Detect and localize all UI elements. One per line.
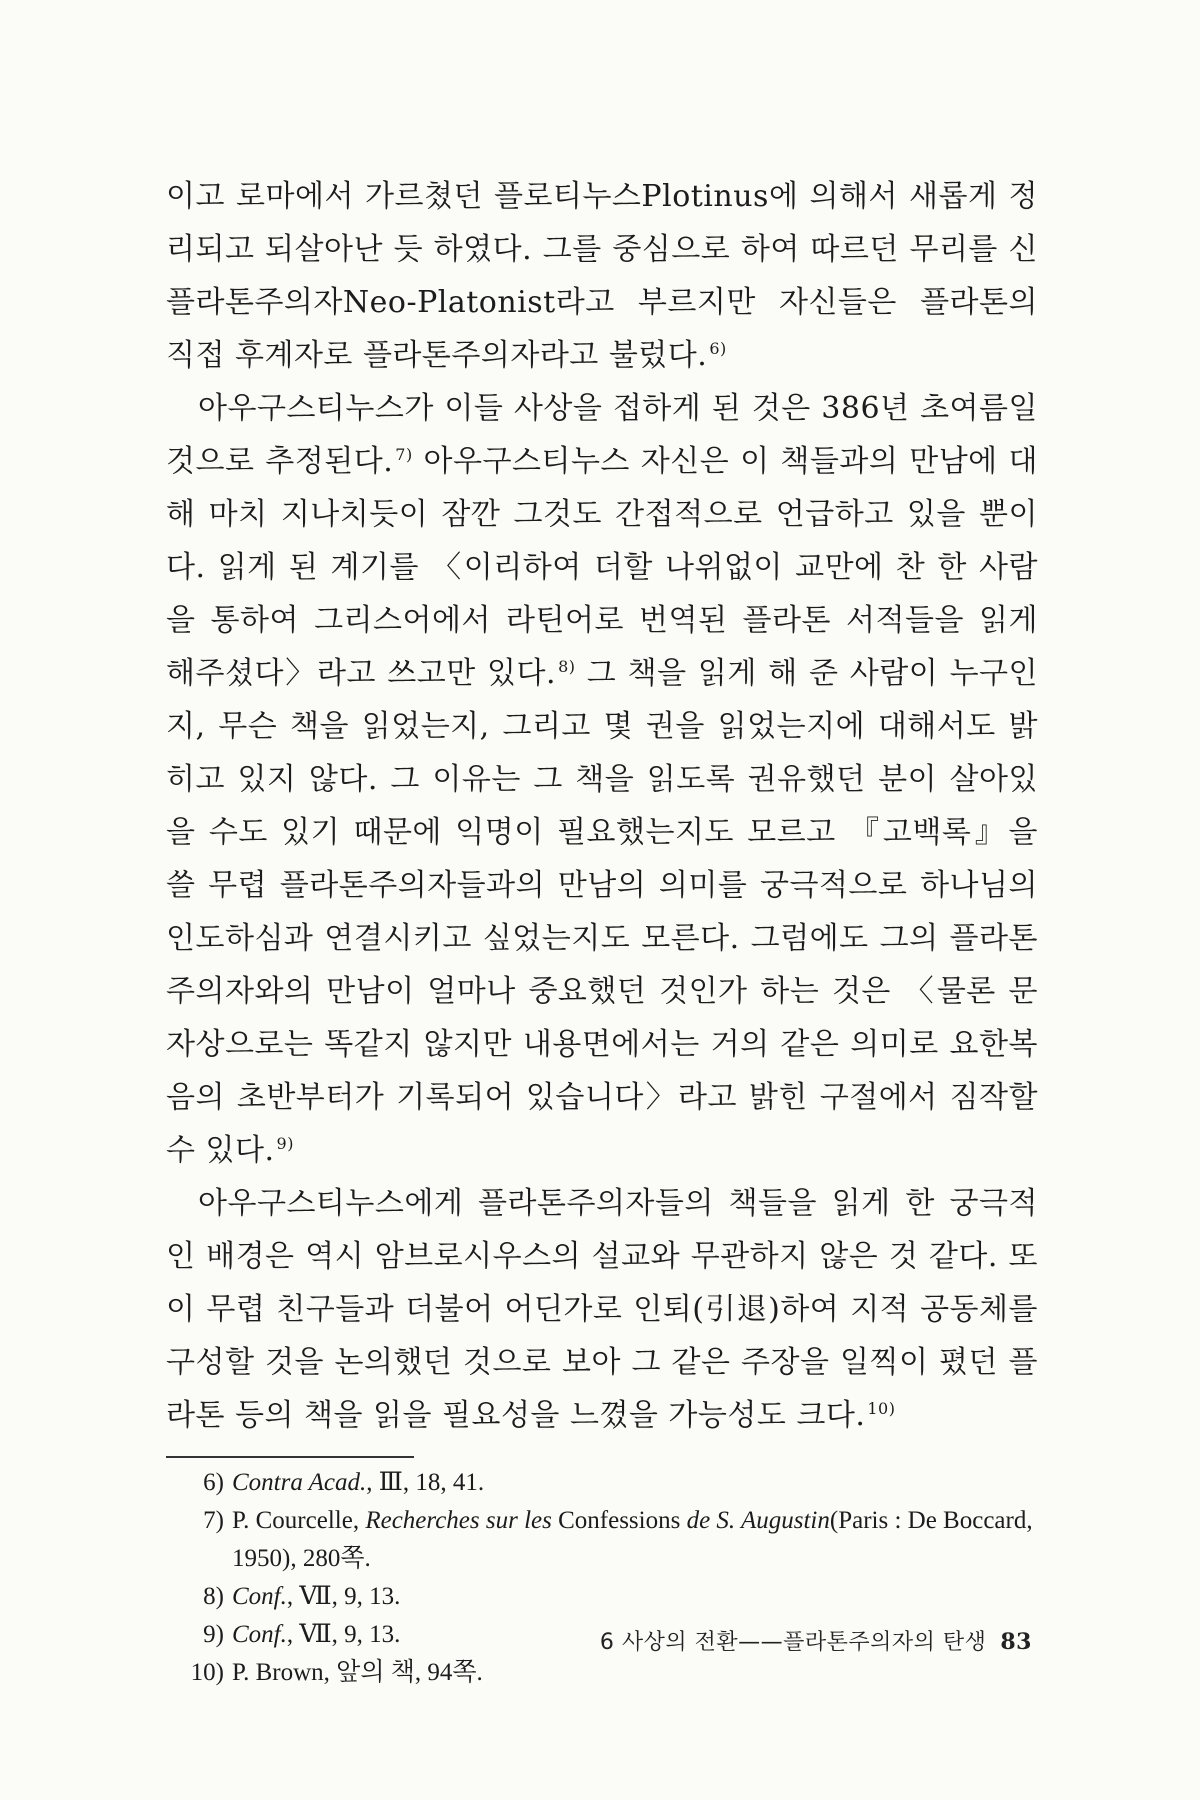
footnote-italic: Contra Acad. bbox=[232, 1469, 367, 1496]
footnote-rest: , Ⅶ, 9, 13. bbox=[286, 1621, 401, 1648]
footnote-pre: P. Brown, 앞의 책, 94쪽. bbox=[232, 1659, 483, 1686]
footnote-italic-2: de S. Augustin bbox=[686, 1507, 830, 1534]
page-content bbox=[166, 170, 1038, 1692]
footnote-body bbox=[232, 1464, 1038, 1502]
footnote-body bbox=[232, 1654, 1038, 1692]
paragraph-2-text-b: 아우구스티누스 자신은 이 책들과의 만남에 대해 마치 지나치듯이 잠깐 그것도 간접적으로 언급하고 있을 뿐이다. 읽게 된 계기를 〈이리하여 더할 나위없이 교만에 찬 한 사람을 통하여 그리스어에서 라틴어로 번역된 플라톤 서적들을 읽게 해주셨다〉라고 쓰고만 있다. bbox=[166, 444, 1038, 691]
footnote-body bbox=[232, 1502, 1038, 1578]
footnote-rest: , Ⅶ, 9, 13. bbox=[286, 1583, 401, 1610]
footnote-mid: Confessions bbox=[551, 1507, 687, 1534]
footnote-ref-6[interactable]: 6) bbox=[709, 339, 727, 358]
footnote-pre: P. Courcelle, bbox=[232, 1507, 366, 1534]
footnote-number: 9) bbox=[203, 1621, 224, 1648]
footnote-rest: , Ⅲ, 18, 41. bbox=[366, 1469, 485, 1496]
footnote-7 bbox=[166, 1502, 1038, 1578]
chapter-title: 6 사상의 전환——플라톤주의자의 탄생 bbox=[599, 1630, 987, 1655]
footnote-rest: (Paris : De Boccard, 1950), 280쪽. bbox=[232, 1507, 1033, 1572]
footnote-italic: Conf. bbox=[232, 1621, 287, 1648]
paragraph-1 bbox=[166, 170, 1038, 382]
page-number: 83 bbox=[1000, 1629, 1032, 1655]
footnote-6 bbox=[166, 1464, 1038, 1502]
footnote-number: 10) bbox=[190, 1659, 224, 1686]
footnote-divider bbox=[166, 1456, 414, 1458]
running-footer bbox=[600, 1625, 1032, 1656]
footnote-italic: Recherches sur les bbox=[365, 1507, 552, 1534]
paragraph-3 bbox=[166, 1177, 1038, 1442]
footnote-ref-10[interactable]: 10) bbox=[867, 1399, 896, 1418]
paragraph-2 bbox=[166, 382, 1038, 1177]
paragraph-2-text-c: 그 책을 읽게 해 준 사람이 누구인지, 무슨 책을 읽었는지, 그리고 몇 권을 읽었는지에 대해서도 밝히고 있지 않다. 그 이유는 그 책을 읽도록 권유했던 분이 살아있을 수도 있기 때문에 익명이 필요했는지도 모르고 『고백록』을 쓸 무렵 플라톤주의자들과의 만남의 의미를 궁극적으로 하나님의 인도하심과 연결시키고 싶었는지도 모른다. 그럼에도 그의 플라톤주의자와의 만남이 얼마나 중요했던 것인가 하는 것은 〈물론 문자상으로는 똑같지 않지만 내용면에서는 거의 같은 의미로 요한복음의 초반부터가 기록되어 있습니다〉라고 밝힌 구절에서 짐작할 수 있다. bbox=[166, 656, 1039, 1168]
footnote-number: 8) bbox=[203, 1583, 224, 1610]
footnote-number: 6) bbox=[203, 1469, 224, 1496]
paragraph-3-text: 아우구스티누스에게 플라톤주의자들의 책들을 읽게 한 궁극적인 배경은 역시 암브로시우스의 설교와 무관하지 않은 것 같다. 또 이 무렵 친구들과 더불어 어딘가로 인퇴(引退)하여 지적 공동체를 구성할 것을 논의했던 것으로 보아 그 같은 주장을 일찍이 폈던 플라톤 등의 책을 읽을 필요성을 느꼈을 가능성도 크다. bbox=[166, 1186, 1038, 1433]
footnote-ref-9[interactable]: 9) bbox=[276, 1134, 294, 1153]
footnotes bbox=[166, 1464, 1038, 1692]
footnote-ref-7[interactable]: 7) bbox=[395, 445, 413, 464]
footnote-italic: Conf. bbox=[232, 1583, 287, 1610]
paragraph-1-text: 이고 로마에서 가르쳤던 플로티누스Plotinus에 의해서 새롭게 정리되고 되살아난 듯 하였다. 그를 중심으로 하여 따르던 무리를 신플라톤주의자Neo-Platonist라고 부르지만 자신들은 플라톤의 직접 후계자로 플라톤주의자라고 불렀다. bbox=[166, 179, 1038, 373]
footnote-8 bbox=[166, 1578, 1038, 1616]
footnote-body bbox=[232, 1578, 1038, 1616]
footnote-number: 7) bbox=[203, 1507, 224, 1534]
body-text bbox=[166, 170, 1038, 1442]
footnote-10 bbox=[166, 1654, 1038, 1692]
paragraph-2-text-a: 아우구스티누스가 이들 사상을 접하게 된 것은 386년 초여름일 것으로 추정된다. bbox=[166, 391, 1038, 479]
footnote-ref-8[interactable]: 8) bbox=[558, 657, 576, 676]
